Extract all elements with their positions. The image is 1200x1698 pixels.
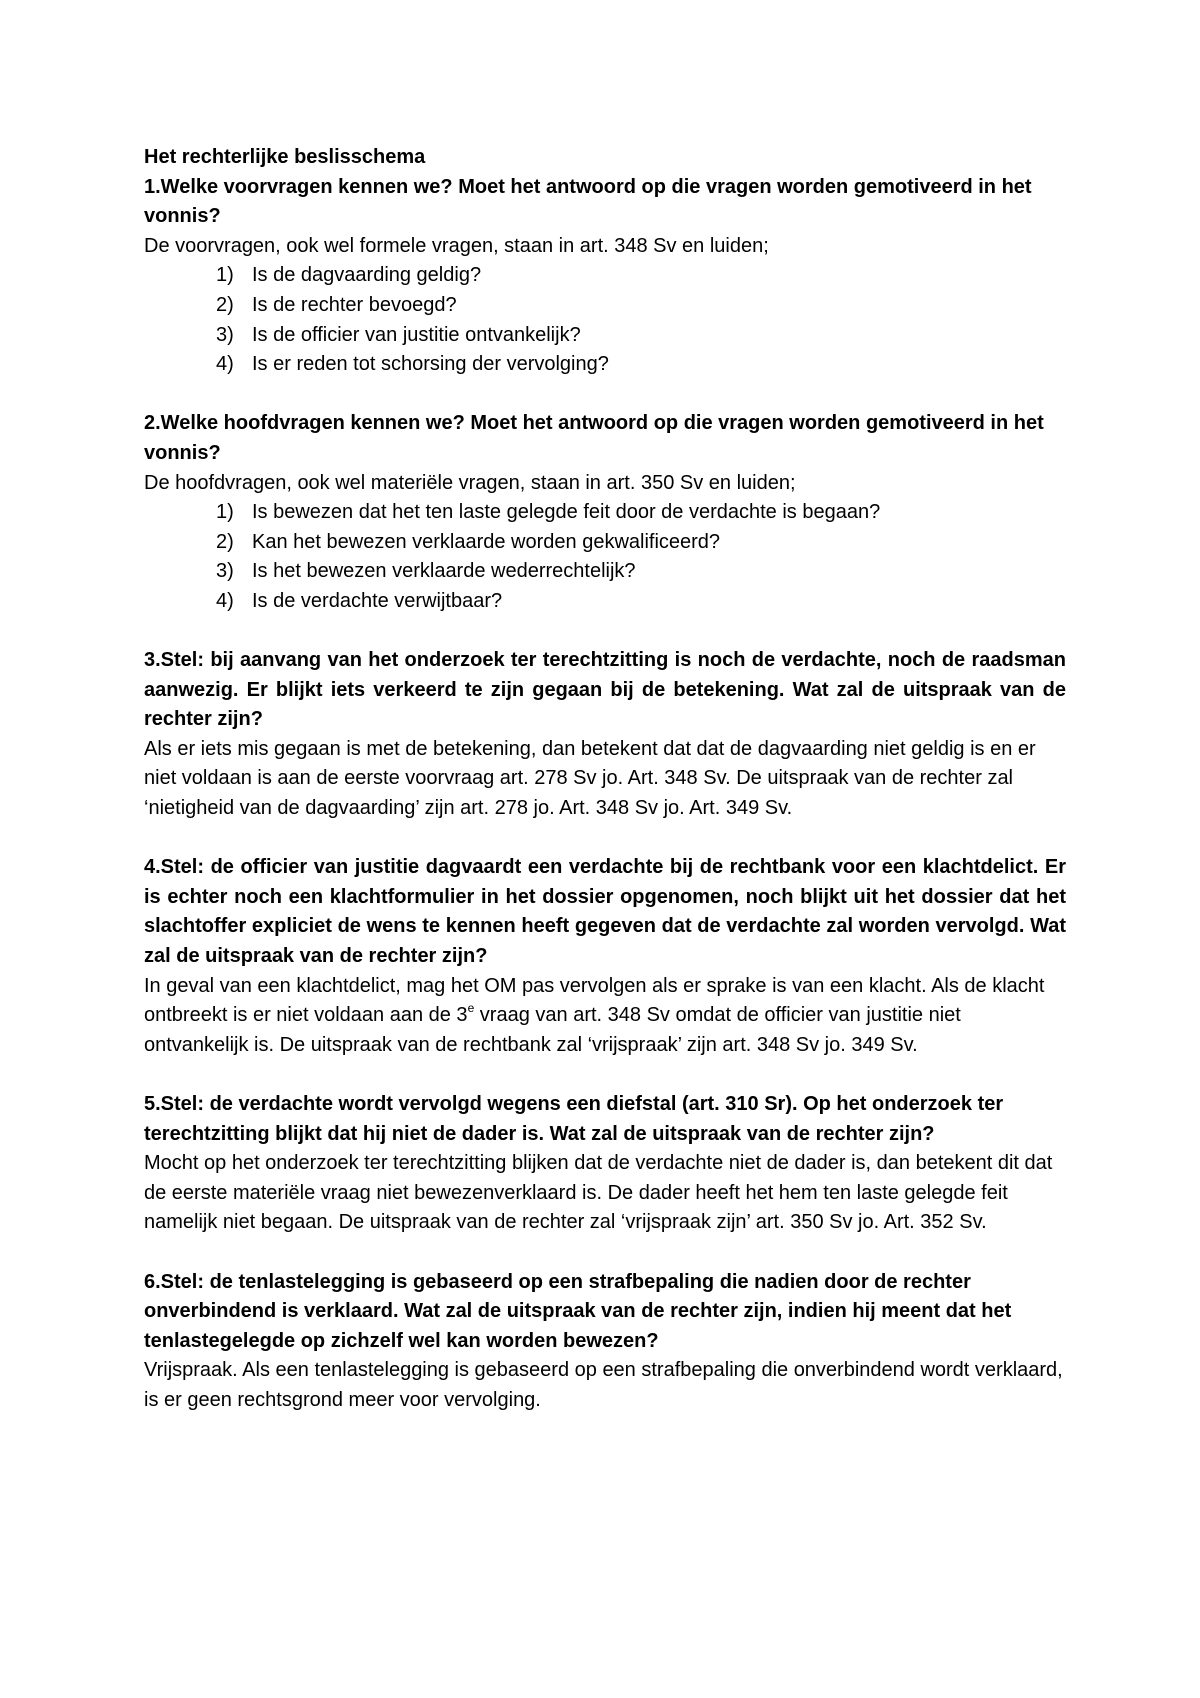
list-item-text: Is bewezen dat het ten laste gelegde feit door de verdachte is begaan? — [252, 501, 881, 524]
section-2 — [144, 409, 1066, 616]
list-item-number: 3) — [216, 323, 234, 346]
answer-4-text-part2: vraag van art. 348 Sv omdat de officier van justitie niet ontvankelijk is. De uitspraak van de rechtbank zal ‘vrijspraak’ zijn art. 348 Sv jo. 349 Sv. — [144, 1004, 961, 1056]
ordinal-suffix: e — [467, 1000, 475, 1015]
list-item — [144, 498, 1066, 528]
list-item — [144, 261, 1066, 291]
list-item-number: 1) — [216, 264, 234, 287]
list-item-text: Is de verdachte verwijtbaar? — [252, 589, 503, 612]
document-title: Het rechterlijke beslisschema — [144, 146, 426, 168]
section-4 — [144, 853, 1066, 1060]
list-item-text: Is de rechter bevoegd? — [252, 293, 457, 316]
list-item-number: 4) — [216, 589, 234, 612]
list-item-number: 1) — [216, 501, 234, 524]
question-5: 5.Stel: de verdachte wordt vervolgd wegens een diefstal (art. 310 Sr). Op het onderzoek ter terechtzitting blijkt dat hij niet de dader is. Wat zal de uitspraak van de rechter zijn? — [144, 1093, 1004, 1145]
answer-3: Als er iets mis gegaan is met de betekening, dan betekent dat dat de dagvaarding niet geldig is en er niet voldaan is aan de eerste voorvraag art. 278 Sv jo. Art. 348 Sv. De uitspraak van de rechter zal ‘nietigheid van de dagvaarding’ zijn art. 278 jo. Art. 348 Sv jo. Art. 349 Sv. — [144, 737, 1036, 820]
list-item-text: Is er reden tot schorsing der vervolging? — [252, 353, 609, 376]
section-3 — [144, 646, 1066, 824]
list-item-text: Is de officier van justitie ontvankelijk? — [252, 323, 581, 346]
section-1 — [144, 173, 1066, 380]
section-6 — [144, 1268, 1066, 1416]
list-item-number: 2) — [216, 293, 234, 316]
list-item — [144, 528, 1066, 558]
question-2: 2.Welke hoofdvragen kennen we? Moet het antwoord op die vragen worden gemotiveerd in het vonnis? — [144, 412, 1044, 464]
question-3: 3.Stel: bij aanvang van het onderzoek ter terechtzitting is noch de verdachte, noch de raadsman aanwezig. Er blijkt iets verkeerd te zijn gegaan bij de betekening. Wat zal de uitspraak van de rechter zijn? — [144, 649, 1066, 731]
list-item — [144, 291, 1066, 321]
list-item — [144, 587, 1066, 617]
list-item — [144, 321, 1066, 351]
answer-4 — [144, 972, 1066, 1061]
answer-4-text-part1: In geval van een klachtdelict, mag het OM pas vervolgen als er sprake is van een klacht. Als de klacht ontbreekt is er niet voldaan aan de 3 — [144, 974, 1045, 1027]
answer-2: De hoofdvragen, ook wel materiële vragen, staan in art. 350 Sv en luiden; — [144, 471, 796, 494]
answer-6: Vrijspraak. Als een tenlastelegging is gebaseerd op een strafbepaling die onverbindend wordt verklaard, is er geen rechtsgrond meer voor vervolging. — [144, 1359, 1063, 1411]
list-item-number: 3) — [216, 560, 234, 583]
question-1: 1.Welke voorvragen kennen we? Moet het antwoord op die vragen worden gemotiveerd in het vonnis? — [144, 175, 1032, 228]
section-5 — [144, 1090, 1066, 1238]
question-6: 6.Stel: de tenlastelegging is gebaseerd op een strafbepaling die nadien door de rechter onverbindend is verklaard. Wat zal de uitspraak van de rechter zijn, indien hij meent dat het tenlastegelegde op zichzelf wel kan worden bewezen? — [144, 1270, 1012, 1352]
document-page — [144, 143, 1066, 1445]
list-item-number: 2) — [216, 530, 234, 553]
list-item-text: Is de dagvaarding geldig? — [252, 264, 482, 287]
list-item — [144, 557, 1066, 587]
list-item — [144, 350, 1066, 380]
preliminary-questions-list — [144, 261, 1066, 379]
answer-1: De voorvragen, ook wel formele vragen, staan in art. 348 Sv en luiden; — [144, 234, 769, 257]
answer-5: Mocht op het onderzoek ter terechtzitting blijken dat de verdachte niet de dader is, dan betekent dit dat de eerste materiële vraag niet bewezenverklaard is. De dader heeft het hem ten laste gelegde feit namelijk niet begaan. De uitspraak van de rechter zal ‘vrijspraak zijn’ art. 350 Sv jo. Art. 352 Sv. — [144, 1152, 1053, 1234]
list-item-text: Is het bewezen verklaarde wederrechtelijk? — [252, 560, 636, 583]
list-item-number: 4) — [216, 353, 234, 376]
list-item-text: Kan het bewezen verklaarde worden gekwalificeerd? — [252, 530, 721, 553]
question-4: 4.Stel: de officier van justitie dagvaardt een verdachte bij de rechtbank voor een klachtdelict. Er is echter noch een klachtformulier in het dossier opgenomen, noch blijkt uit het dossier dat het slachtoffer expliciet de wens te kennen heeft gegeven dat de verdachte zal worden vervolgd. Wat zal de uitspraak van de rechter zijn? — [144, 856, 1066, 968]
main-questions-list — [144, 498, 1066, 616]
